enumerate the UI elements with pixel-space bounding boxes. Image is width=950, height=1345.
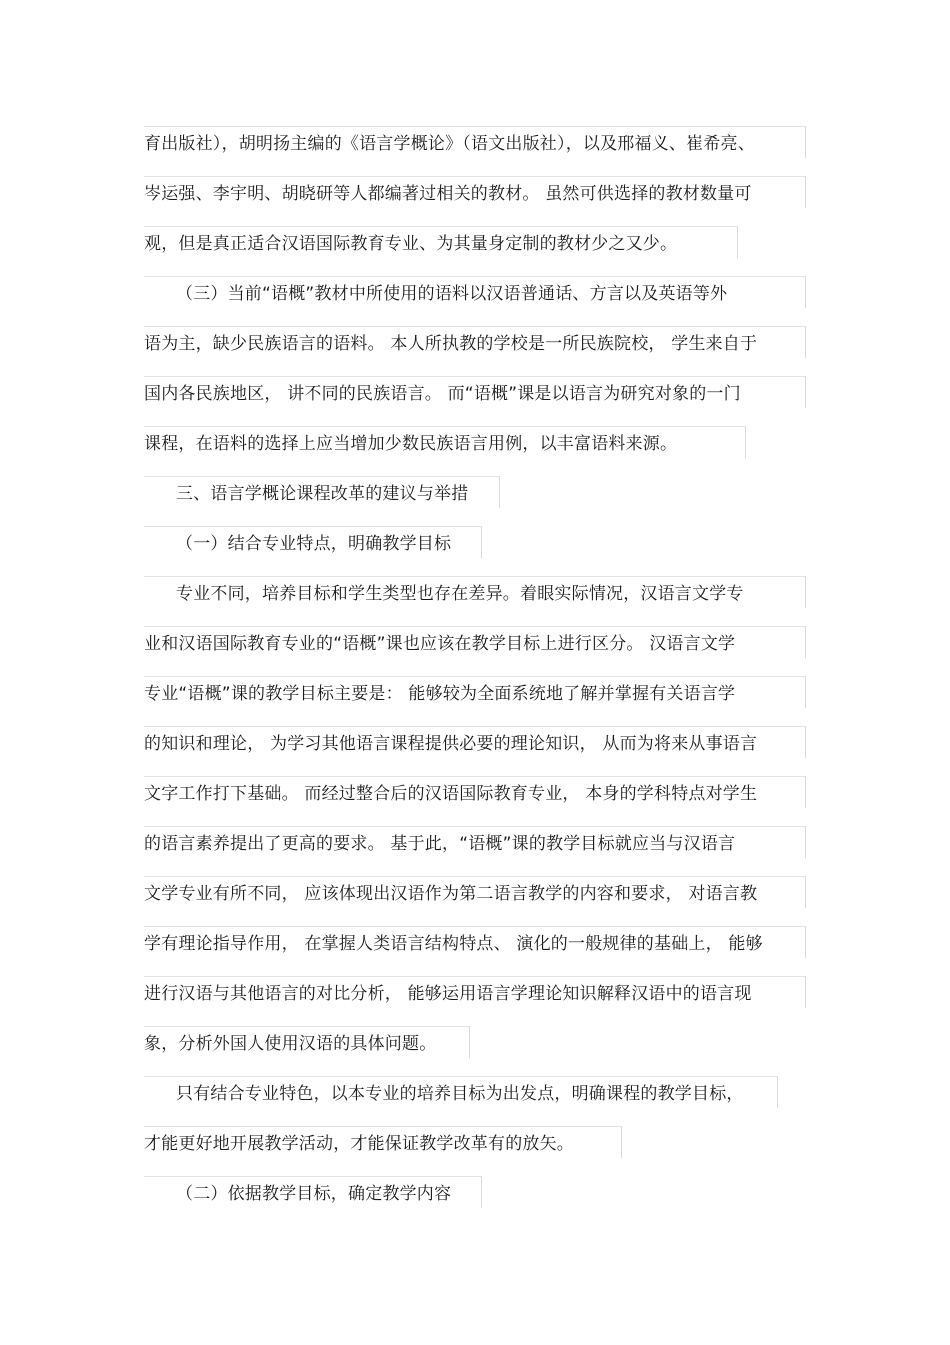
text-line: 专业不同，培养目标和学生类型也存在差异。着眼实际情况，汉语言文学专 xyxy=(176,584,744,604)
text-line: 的语言素养提出了更高的要求。 基于此，“语概”课的教学目标就应当与汉语言 xyxy=(144,834,736,854)
text-line: 进行汉语与其他语言的对比分析， 能够运用语言学理论知识解释汉语中的语言现 xyxy=(144,984,752,1004)
text-line: 只有结合专业特色，以本专业的培养目标为出发点，明确课程的教学目标， xyxy=(176,1084,744,1104)
text-line: （三）当前“语概”教材中所使用的语料以汉语普通话、方言以及英语等外 xyxy=(176,284,728,304)
text-line: 业和汉语国际教育专业的“语概”课也应该在教学目标上进行区分。 汉语言文学 xyxy=(144,634,736,654)
text-line: 育出版社），胡明扬主编的《语言学概论》（语文出版社），以及邢福义、崔希亮、 xyxy=(144,134,755,154)
text-line: 的知识和理论， 为学习其他语言课程提供必要的理论知识， 从而为将来从事语言 xyxy=(144,734,758,754)
text-line: 专业“语概”课的教学目标主要是： 能够较为全面系统地了解并掌握有关语言学 xyxy=(144,684,736,704)
text-line: 语为主，缺少民族语言的语料。 本人所执教的学校是一所民族院校， 学生来自于 xyxy=(144,334,758,354)
subsection-heading: （二）依据教学目标，确定教学内容 xyxy=(176,1184,452,1204)
text-line: 才能更好地开展教学活动，才能保证教学改革有的放矢。 xyxy=(144,1134,574,1154)
text-line: 文字工作打下基础。 而经过整合后的汉语国际教育专业， 本身的学科特点对学生 xyxy=(144,784,758,804)
text-line: 象，分析外国人使用汉语的具体问题。 xyxy=(144,1034,437,1054)
text-line: 观，但是真正适合汉语国际教育专业、为其量身定制的教材少之又少。 xyxy=(144,234,678,254)
text-line: 文学专业有所不同， 应该体现出汉语作为第二语言教学的内容和要求， 对语言教 xyxy=(144,884,758,904)
text-line: 课程，在语料的选择上应当增加少数民族语言用例，以丰富语料来源。 xyxy=(144,434,678,454)
section-heading: 三、语言学概论课程改革的建议与举措 xyxy=(176,484,469,504)
text-line: 岑运强、李宇明、胡晓研等人都编著过相关的教材。 虽然可供选择的教材数量可 xyxy=(144,184,752,204)
subsection-heading: （一）结合专业特点，明确教学目标 xyxy=(176,534,452,554)
text-line: 国内各民族地区， 讲不同的民族语言。 而“语概”课是以语言为研究对象的一门 xyxy=(144,384,741,404)
text-line: 学有理论指导作用， 在掌握人类语言结构特点、 演化的一般规律的基础上， 能够 xyxy=(144,934,763,954)
